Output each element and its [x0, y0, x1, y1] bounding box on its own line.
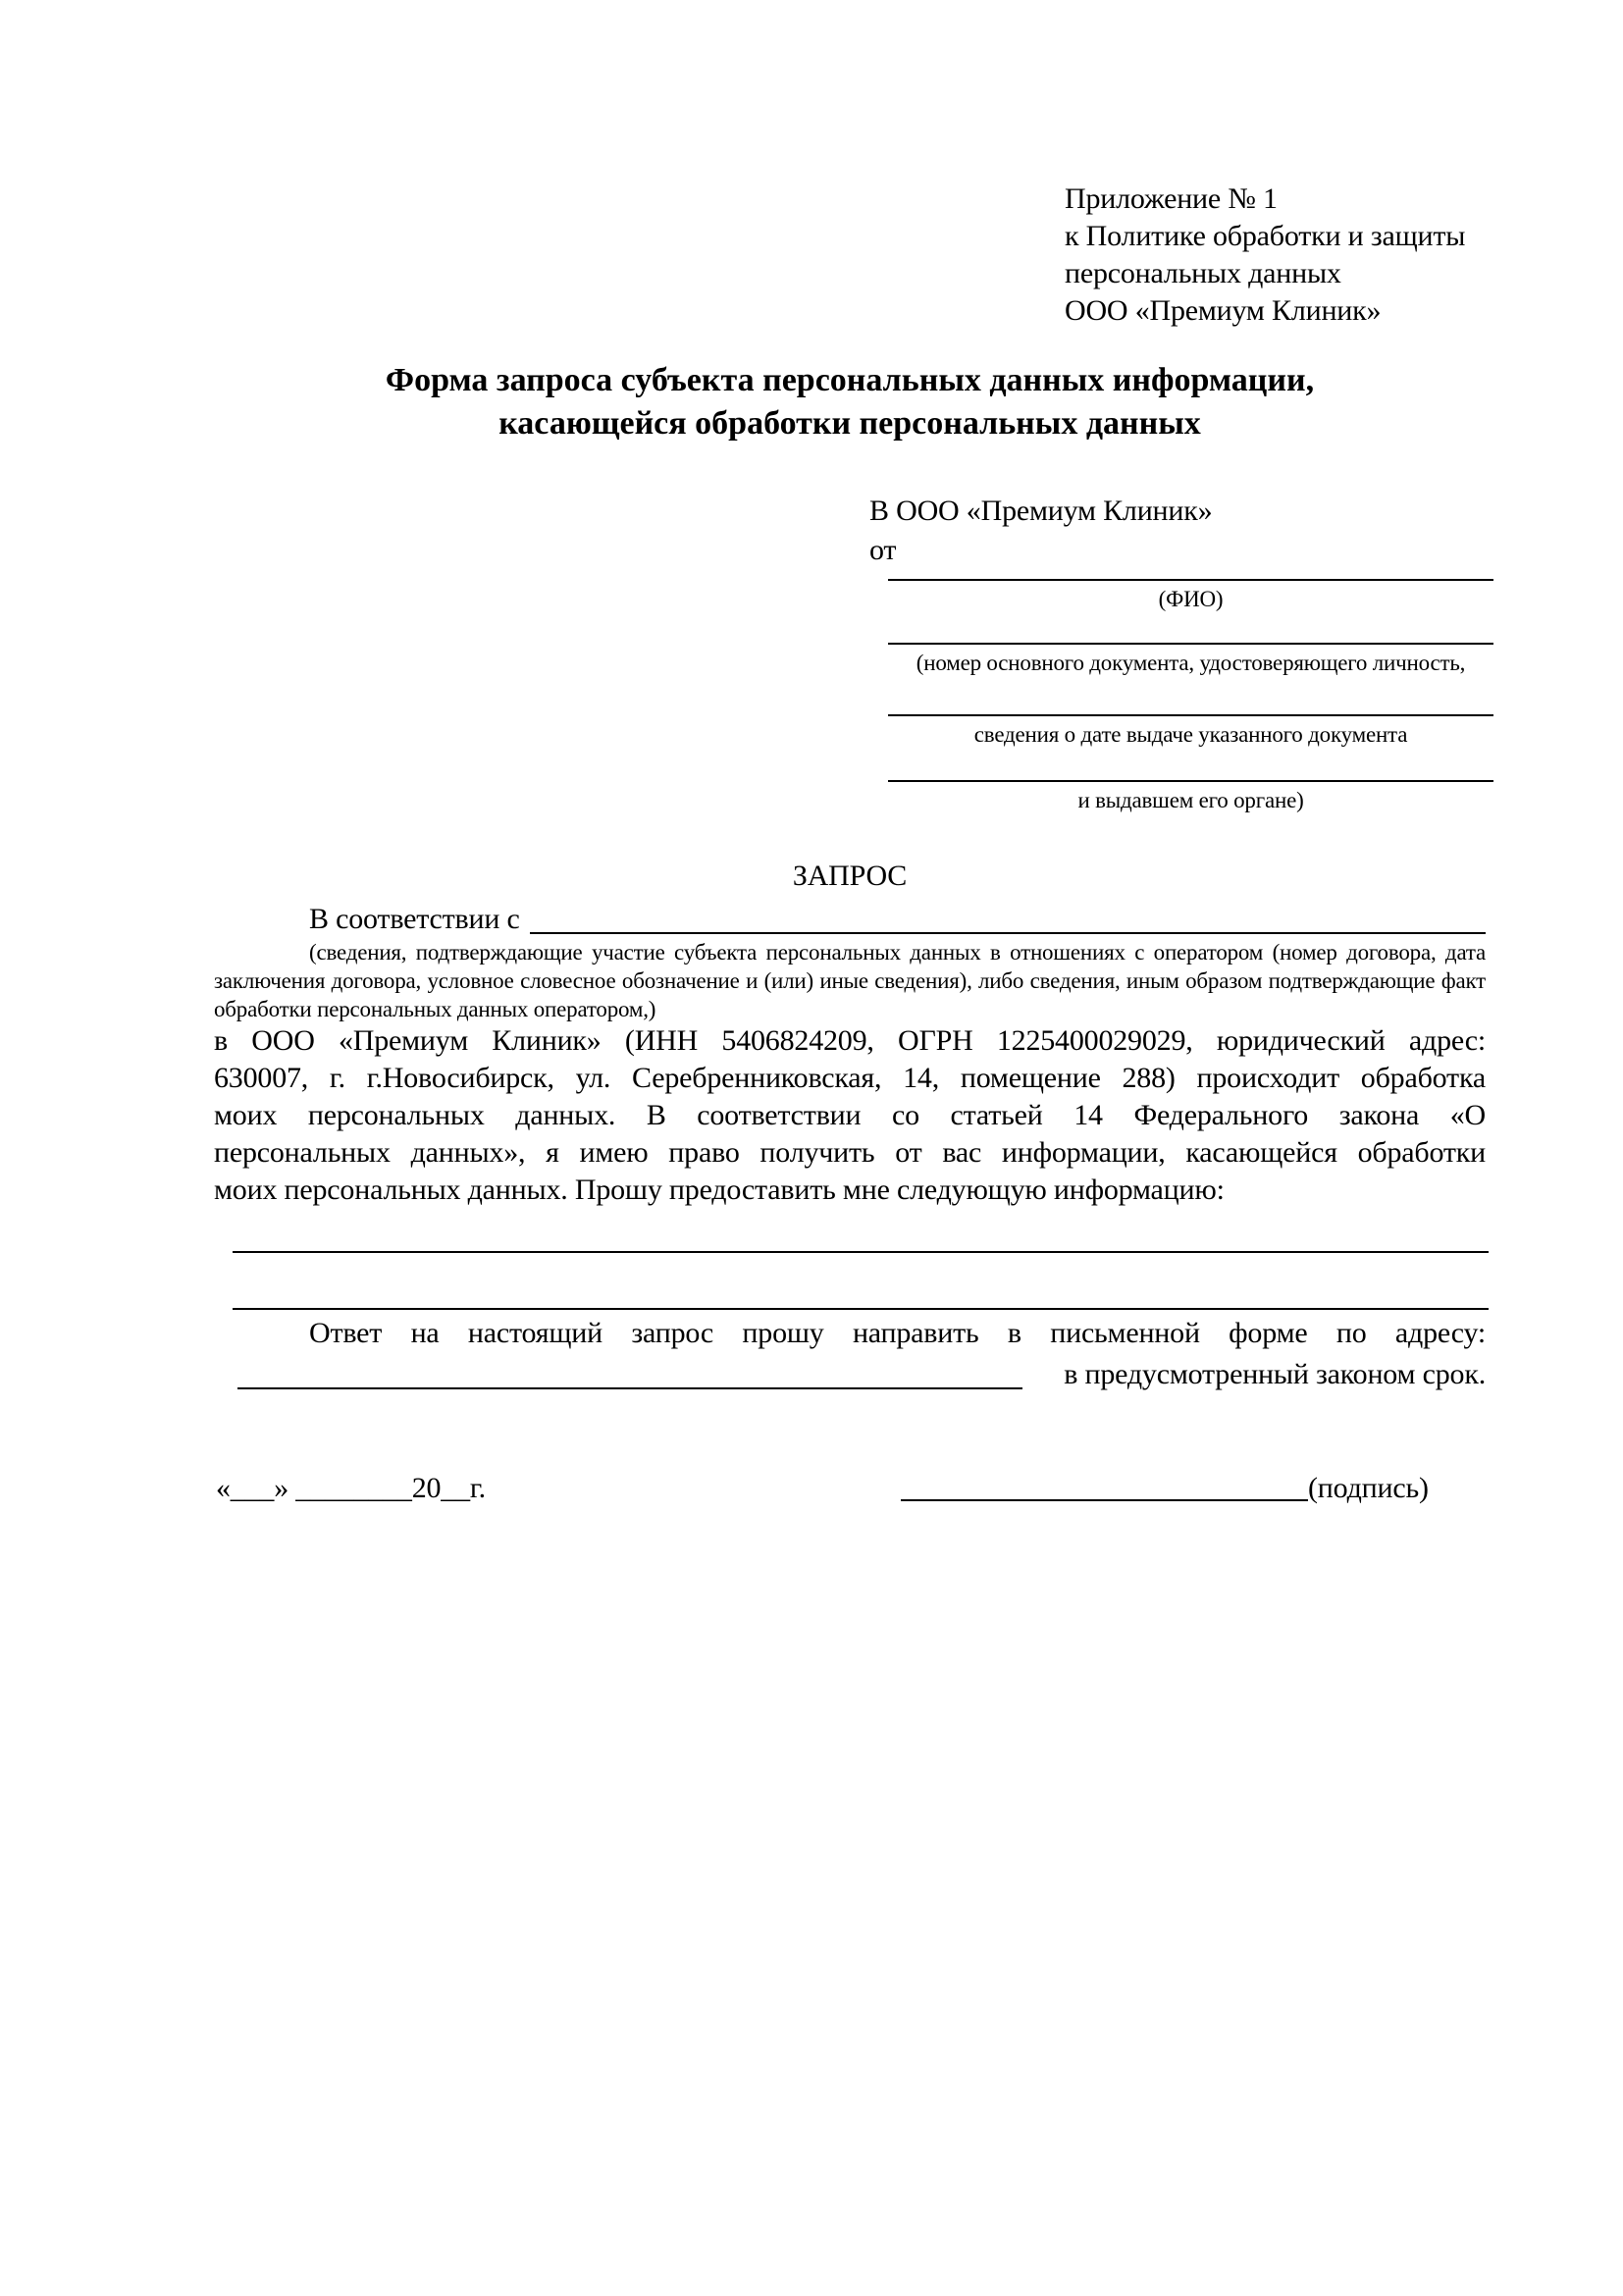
doc-issuer-caption: и выдавшем его органе)	[1077, 788, 1304, 812]
body-line: моих персональных данных. Прошу предоставить мне следующую информацию:	[214, 1174, 1225, 1206]
info-blank-line-1	[233, 1251, 1489, 1253]
signature-blank-line	[901, 1499, 1308, 1501]
form-title	[214, 359, 1486, 445]
note-line: (сведения, подтверждающие участие субъекта персональных данных в отношениях с оператором (номер договора, дата	[309, 940, 1486, 965]
doc-number-blank-line	[888, 643, 1493, 645]
appendix-block	[1065, 181, 1575, 330]
fio-blank-line	[888, 579, 1493, 581]
appendix-line: персональных данных	[1065, 257, 1341, 289]
address-blank-line	[237, 1387, 1022, 1389]
signature-row	[214, 1470, 1486, 1507]
note-line: заключения договора, условное словесное обозначение и (или) иные сведения), либо сведения, иным образом подтверждающие факт	[214, 968, 1486, 993]
body-line: 630007, г. г.Новосибирск, ул. Серебренниковская, 14, помещение 288) происходит обработка	[214, 1062, 1486, 1094]
body-line: в ООО «Премиум Клиник» (ИНН 5406824209, ОГРН 1225400029029, юридический адрес:	[214, 1024, 1486, 1057]
reply-instruction: Ответ на настоящий запрос прошу направить в письменной форме по адресу:	[309, 1317, 1486, 1349]
reply-tail: в предусмотренный законом срок.	[1064, 1358, 1486, 1390]
form-title-line: Форма запроса субъекта персональных данных информации,	[385, 362, 1315, 398]
date-blank: «___» ________20__г.	[216, 1472, 486, 1504]
note-line: обработки персональных данных оператором,)	[214, 997, 656, 1021]
accordance-blank-line	[530, 932, 1486, 934]
appendix-line: Приложение № 1	[1065, 183, 1278, 215]
doc-date-blank-line	[888, 714, 1493, 716]
body-line: моих персональных данных. В соответствии со статьей 14 Федерального закона «О	[214, 1099, 1486, 1131]
appendix-line: к Политике обработки и защиты	[1065, 220, 1466, 252]
accordance-row	[214, 901, 1486, 938]
doc-date-caption: сведения о дате выдаче указанного документа	[973, 722, 1408, 747]
request-heading: ЗАПРОС	[792, 860, 908, 892]
doc-issuer-blank-line	[888, 780, 1493, 782]
fio-caption: (ФИО)	[1158, 587, 1224, 611]
addressee-to: В ООО «Премиум Клиник»	[869, 495, 1213, 527]
body-line: персональных данных», я имею право получить от вас информации, касающейся обработки	[214, 1136, 1486, 1169]
appendix-line: ООО «Премиум Клиник»	[1065, 294, 1382, 327]
accordance-label: В соответствии с	[309, 903, 520, 935]
doc-number-caption: (номер основного документа, удостоверяющего личность,	[916, 651, 1466, 675]
signature-caption: (подпись)	[1308, 1472, 1429, 1504]
address-row	[214, 1356, 1486, 1393]
info-blank-line-2	[233, 1308, 1489, 1310]
form-title-line: касающейся обработки персональных данных	[498, 405, 1201, 442]
body-paragraph	[214, 1022, 1486, 1209]
note-block	[214, 938, 1486, 1023]
addressee-from-label: от	[869, 534, 897, 566]
